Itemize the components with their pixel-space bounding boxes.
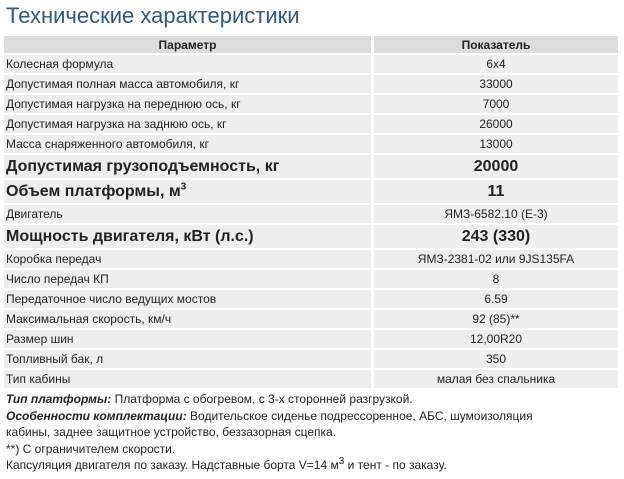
note-platform [6,391,618,408]
table-row [4,270,618,290]
note-features-text: Водительское сиденье подрессоренное, АБС, шумоизоляция [186,408,533,423]
param-label: Колесная формула [6,57,114,71]
value-cell: 11 [374,180,618,205]
value-cell: 33000 [374,75,618,95]
table-row [4,250,618,270]
table-header-row [4,36,618,55]
param-cell [4,95,374,115]
table-row [4,310,618,330]
param-cell [4,310,374,330]
param-cell [4,350,374,370]
param-label: Допустимая нагрузка на переднюю ось, кг [6,97,241,111]
value-cell: 26000 [374,115,618,135]
value-cell: малая без спальника [374,370,618,390]
param-label: Передаточное число ведущих мостов [6,292,217,306]
param-cell [4,370,374,390]
param-label: Топливный бак, л [6,352,104,366]
param-sup: 3 [180,181,187,193]
table-row [4,330,618,350]
value-cell: 13000 [374,135,618,155]
param-label: Максимальная скорость, км/ч [6,312,172,326]
param-cell [4,75,374,95]
note-speed-limiter: **) С ограничителем скорости. [6,441,176,456]
note-features-label: Особенности комплектации: [6,408,187,423]
specs-table [4,36,618,390]
param-cell [4,330,374,350]
param-cell [4,225,374,250]
param-label: Коробка передач [6,252,102,266]
param-label: Объем платформы, м [6,182,181,200]
param-label: Двигатель [6,207,63,221]
table-row [4,350,618,370]
table-row [4,205,618,225]
value-cell: 8 [374,270,618,290]
note-platform-label: Тип платформы: [6,392,112,406]
table-row [4,180,618,205]
param-cell [4,155,374,180]
value-cell: 6.59 [374,290,618,310]
table-row [4,370,618,390]
param-cell [4,180,374,205]
value-cell: 6x4 [374,55,618,75]
value-cell: ЯМЗ-2381-02 или 9JS135FA [374,250,618,270]
table-row [4,290,618,310]
table-row [4,225,618,250]
table-row [4,95,618,115]
note-options-sup: 3 [338,456,345,467]
param-cell [4,205,374,225]
param-label: Тип кабины [6,372,71,386]
param-cell [4,270,374,290]
param-label: Размер шин [6,332,74,346]
value-cell: 350 [374,350,618,370]
table-row [4,55,618,75]
param-label: Допустимая полная масса автомобиля, кг [6,77,240,91]
table-row [4,155,618,180]
param-cell [4,250,374,270]
value-cell: 243 (330) [374,225,618,250]
param-label: Масса снаряженного автомобиля, кг [6,137,210,151]
header-value: Показатель [374,36,618,55]
value-cell: 12,00R20 [374,330,618,350]
param-cell [4,290,374,310]
note-options-text: Капсуляция двигателя по заказу. Надставные борта V=14 м [6,458,339,472]
value-cell: 20000 [374,155,618,180]
value-cell: 92 (85)** [374,310,618,330]
param-label: Мощность двигателя, кВт (л.с.) [6,227,254,245]
note-features [6,408,618,425]
param-cell [4,55,374,75]
table-row [4,135,618,155]
param-label: Допустимая грузоподъемность, кг [6,157,280,175]
param-label: Допустимая нагрузка на заднюю ось, кг [6,117,227,131]
note-options [6,457,618,474]
param-cell [4,115,374,135]
notes [6,391,618,474]
note-features-cont: кабины, заднее защитное устройство, беззазорная сцепка. [6,425,337,439]
value-cell: ЯМЗ-6582.10 (Е-3) [374,205,618,225]
param-label: Число передач КП [6,272,109,286]
param-cell [4,135,374,155]
page-title: Технические характеристики [6,3,300,28]
table-row [4,115,618,135]
value-cell: 7000 [374,95,618,115]
header-param: Параметр [4,36,374,55]
note-platform-text: Платформа с обогревом, с 3-х сторонней разгрузкой. [111,392,413,406]
table-row [4,75,618,95]
note-options-text-2: и тент - по заказу. [344,458,447,472]
